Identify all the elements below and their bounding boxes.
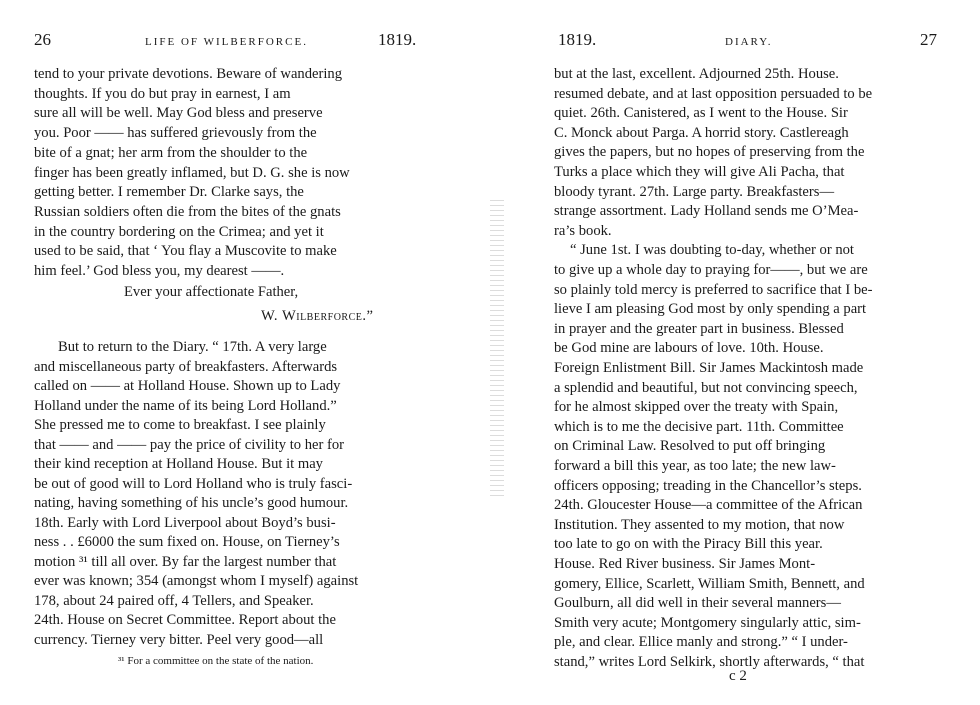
text-line: ra’s book. bbox=[554, 222, 612, 239]
text-line: motion ³¹ till all over. By far the largest number that bbox=[34, 553, 337, 570]
text-line: forward a bill this year, as too late; the new law- bbox=[554, 458, 836, 474]
text-line: that —— and —— pay the price of civility to her for bbox=[34, 436, 345, 453]
text-line: gives the papers, but no hopes of preserving from the bbox=[554, 144, 865, 161]
text-line: House. Red River business. Sir James Mont- bbox=[554, 556, 816, 572]
text-line: Russian soldiers often die from the bites of the gnats bbox=[34, 203, 341, 220]
text-line: and miscellaneous party of breakfasters. Afterwards bbox=[34, 358, 338, 375]
text-line: be out of good will to Lord Holland who is truly fasci- bbox=[34, 475, 353, 492]
text-line: resumed debate, and at last opposition persuaded to be bbox=[554, 85, 873, 102]
footnote: ³¹ For a committee on the state of the nation. bbox=[118, 655, 314, 667]
text-line: Goulburn, all did well in their several manners— bbox=[554, 595, 841, 612]
text-line: on Criminal Law. Resolved to put off bringing bbox=[554, 438, 826, 455]
text-line: 24th. House on Secret Committee. Report about the bbox=[34, 612, 336, 628]
text-line: for he almost skipped over the treaty with Spain, bbox=[554, 399, 839, 416]
right-running-title: DIARY. bbox=[725, 36, 773, 48]
text-line: But to return to the Diary. “ 17th. A very large bbox=[58, 339, 327, 355]
text-line: a splendid and beautiful, but not convincing speech, bbox=[554, 379, 858, 396]
text-line: 18th. Early with Lord Liverpool about Boyd’s busi- bbox=[34, 514, 336, 531]
left-year: 1819. bbox=[378, 30, 417, 49]
left-page bbox=[0, 0, 470, 705]
text-line: Smith very acute; Montgomery singularly attic, sim- bbox=[554, 614, 861, 631]
text-line: but at the last, excellent. Adjourned 25th. House. bbox=[554, 66, 839, 82]
text-line: called on —— at Holland House. Shown up to Lady bbox=[34, 378, 341, 394]
left-page-number: 26 bbox=[34, 30, 51, 49]
text-line: their kind reception at Holland House. But it may bbox=[34, 456, 323, 472]
letter-signature: W. Wilberforce.” bbox=[261, 308, 374, 324]
text-line: ness . . £6000 the sum fixed on. House, on Tierney’s bbox=[34, 534, 340, 550]
text-line: gomery, Ellice, Scarlett, William Smith, Bennett, and bbox=[554, 575, 865, 592]
text-line: C. Monck about Parga. A horrid story. Castlereagh bbox=[554, 124, 849, 141]
right-page bbox=[510, 0, 980, 705]
text-line: officers opposing; treading in the Chancellor’s steps. bbox=[554, 477, 862, 494]
text-line: in prayer and the greater part in business. Blessed bbox=[554, 320, 844, 337]
page-gutter bbox=[490, 200, 504, 500]
text-line: quiet. 26th. Canistered, as I went to the House. Sir bbox=[554, 105, 848, 122]
text-line: currency. Tierney very bitter. Peel very good—all bbox=[34, 631, 324, 648]
text-line: strange assortment. Lady Holland sends me O’Mea- bbox=[554, 203, 859, 220]
text-line: “ June 1st. I was doubting to-day, whether or not bbox=[570, 242, 854, 259]
text-line: ever was known; 354 (amongst whom I myself) against bbox=[34, 573, 359, 589]
text-line: Institution. They assented to my motion, that now bbox=[554, 516, 845, 533]
text-line: lieve I am pleasing God most by only spending a part bbox=[554, 301, 867, 318]
text-line: used to be said, that ‘ You flay a Muscovite to make bbox=[34, 243, 337, 260]
text-line: finger has been greatly inflamed, but D. G. she is now bbox=[34, 164, 350, 181]
text-line: be God mine are labours of love. 10th. House. bbox=[554, 340, 824, 357]
text-line: him feel.’ God bless you, my dearest ——. bbox=[34, 263, 285, 279]
text-line: bite of a gnat; her arm from the shoulder to the bbox=[34, 144, 308, 161]
text-line: stand,” writes Lord Selkirk, shortly afterwards, “ that bbox=[554, 654, 865, 670]
text-line: getting better. I remember Dr. Clarke says, the bbox=[34, 184, 304, 201]
text-line: nating, having something of his uncle’s good humour. bbox=[34, 495, 349, 511]
signature-mark: c 2 bbox=[729, 668, 747, 684]
text-line: She pressed me to come to breakfast. I see plainly bbox=[34, 417, 326, 433]
text-line: you. Poor —— has suffered grievously from the bbox=[34, 125, 317, 142]
text-line: bloody tyrant. 27th. Large party. Breakfasters— bbox=[554, 183, 835, 200]
right-page-number: 27 bbox=[920, 30, 937, 49]
text-line: too late to go on with the Piracy Bill this year. bbox=[554, 536, 823, 553]
text-line: Turks a place which they will give Ali Pacha, that bbox=[554, 164, 845, 180]
text-line: which is to me the decisive part. 11th. Committee bbox=[554, 418, 844, 435]
text-line: ple, and clear. Ellice manly and strong.” “ I under- bbox=[554, 634, 848, 651]
right-year: 1819. bbox=[558, 30, 597, 49]
text-line: so plainly told mercy is preferred to sacrifice that I be- bbox=[554, 281, 873, 298]
letter-closing: Ever your affectionate Father, bbox=[124, 284, 299, 300]
text-line: Holland under the name of its being Lord Holland.” bbox=[34, 397, 337, 414]
left-running-title: LIFE OF WILBERFORCE. bbox=[145, 36, 308, 48]
text-line: thoughts. If you do but pray in earnest, I am bbox=[34, 85, 291, 102]
text-line: sure all will be well. May God bless and preserve bbox=[34, 105, 323, 122]
text-line: Foreign Enlistment Bill. Sir James Mackintosh made bbox=[554, 360, 864, 376]
text-line: 178, about 24 paired off, 4 Tellers, and Speaker. bbox=[34, 592, 314, 609]
text-line: in the country bordering on the Crimea; and yet it bbox=[34, 223, 324, 240]
text-line: tend to your private devotions. Beware of wandering bbox=[34, 66, 343, 82]
text-line: to give up a whole day to praying for——, but we are bbox=[554, 262, 868, 278]
text-line: 24th. Gloucester House—a committee of the African bbox=[554, 497, 863, 514]
